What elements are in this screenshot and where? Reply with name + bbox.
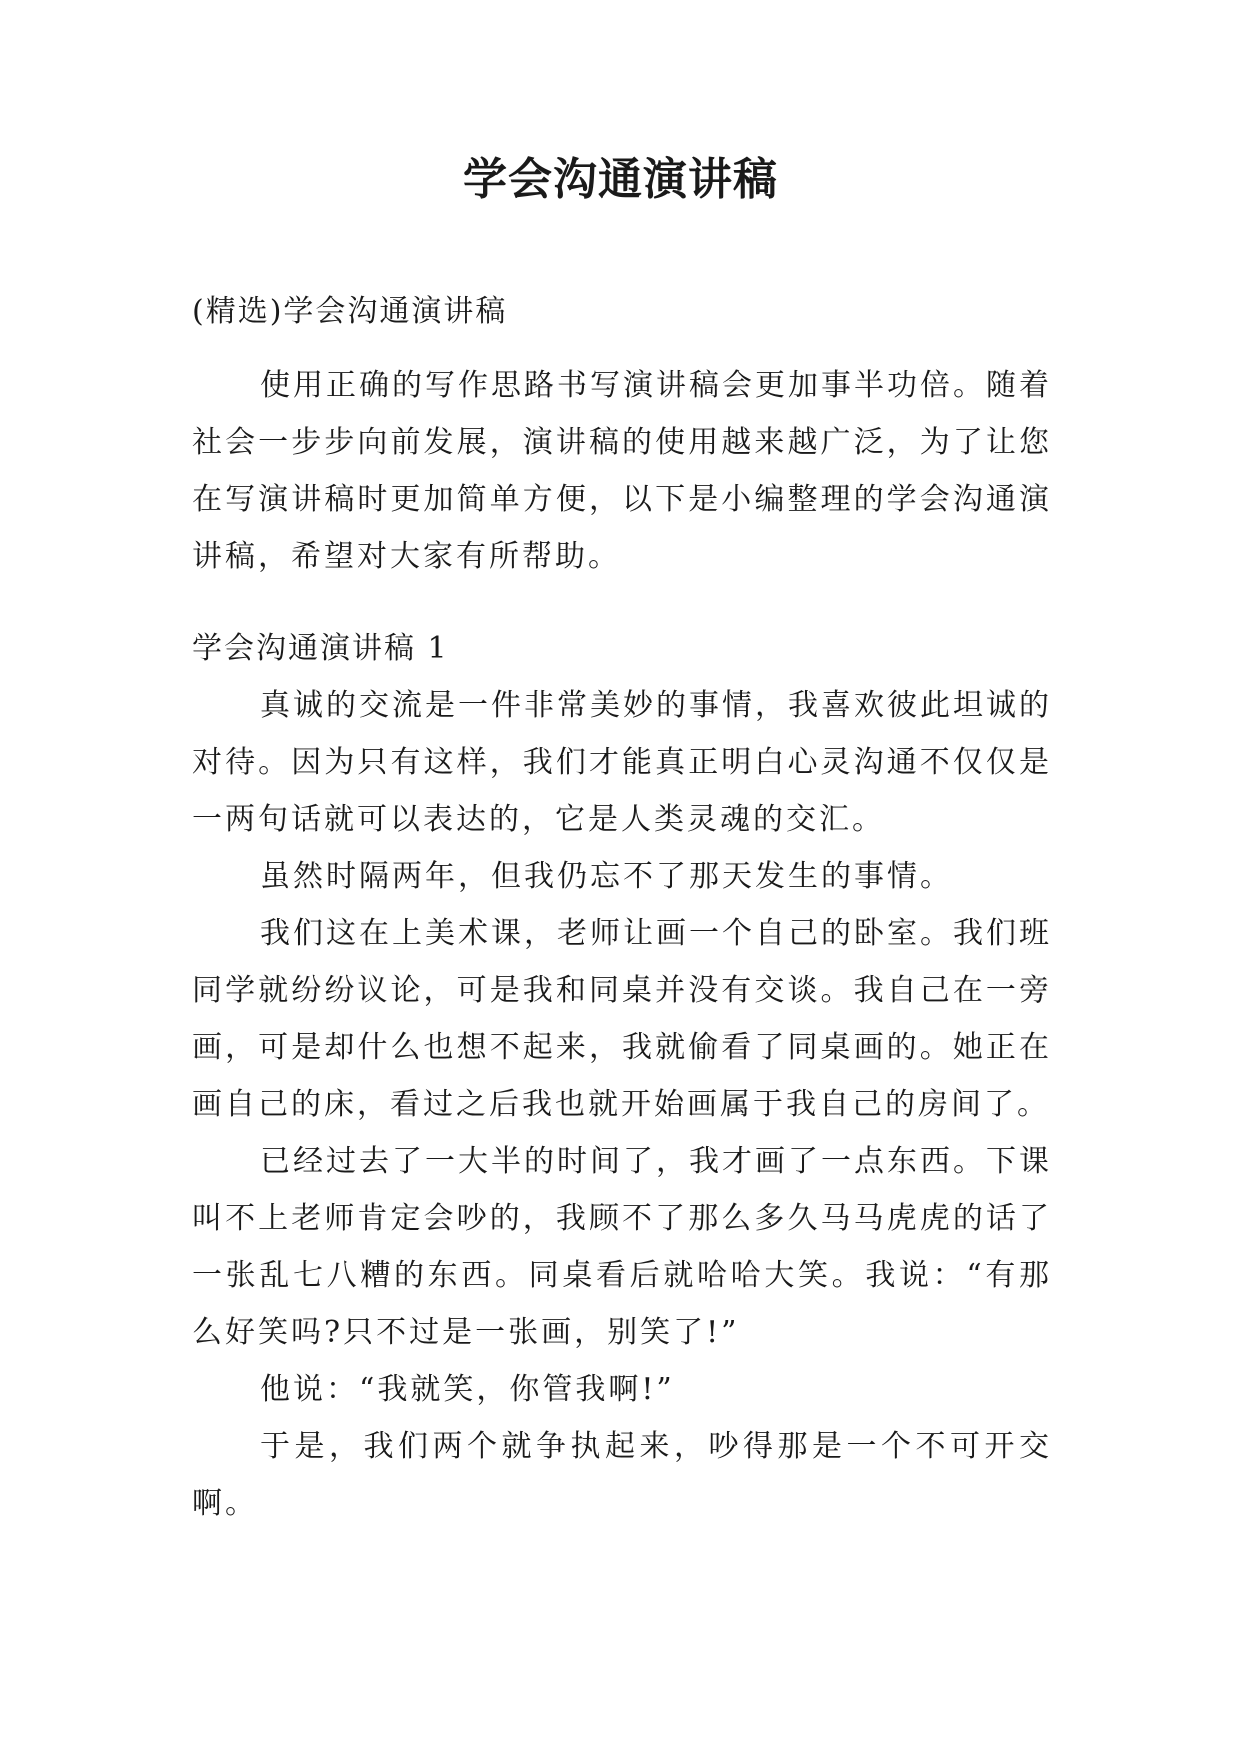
document-subtitle: (精选)学会沟通演讲稿 bbox=[192, 294, 508, 329]
section-paragraph: 于是，我们两个就争执起来，吵得那是一个不可开交啊。 bbox=[192, 1429, 1052, 1521]
page-title: 学会沟通演讲稿 bbox=[463, 154, 778, 205]
section-paragraph: 他说：“我就笑，你管我啊!” bbox=[260, 1372, 675, 1407]
section-paragraph: 我们这在上美术课，老师让画一个自己的卧室。我们班同学就纷纷议论，可是我和同桌并没有交谈。我自己在一旁画，可是却什么也想不起来，我就偷看了同桌画的。她正在画自己的床，看过之后我也就开始画属于我自己的房间了。 bbox=[192, 916, 1052, 1122]
intro-block bbox=[192, 357, 1052, 585]
section-paragraph: 虽然时隔两年，但我仍忘不了那天发生的事情。 bbox=[260, 859, 953, 894]
intro-paragraph: 使用正确的写作思路书写演讲稿会更加事半功倍。随着社会一步步向前发展，演讲稿的使用越来越广泛，为了让您在写演讲稿时更加简单方便，以下是小编整理的学会沟通演讲稿，希望对大家有所帮助。 bbox=[192, 368, 1052, 574]
section-1 bbox=[192, 620, 1052, 1532]
section-paragraph: 真诚的交流是一件非常美妙的事情，我喜欢彼此坦诚的对待。因为只有这样，我们才能真正明白心灵沟通不仅仅是一两句话就可以表达的，它是人类灵魂的交汇。 bbox=[192, 688, 1052, 837]
section-heading: 学会沟通演讲稿 1 bbox=[192, 631, 449, 666]
section-paragraph: 已经过去了一大半的时间了，我才画了一点东西。下课叫不上老师肯定会吵的，我顾不了那么多久马马虎虎的话了一张乱七八糟的东西。同桌看后就哈哈大笑。我说：“有那么好笑吗?只不过是一张画，别笑了!” bbox=[192, 1144, 1052, 1350]
